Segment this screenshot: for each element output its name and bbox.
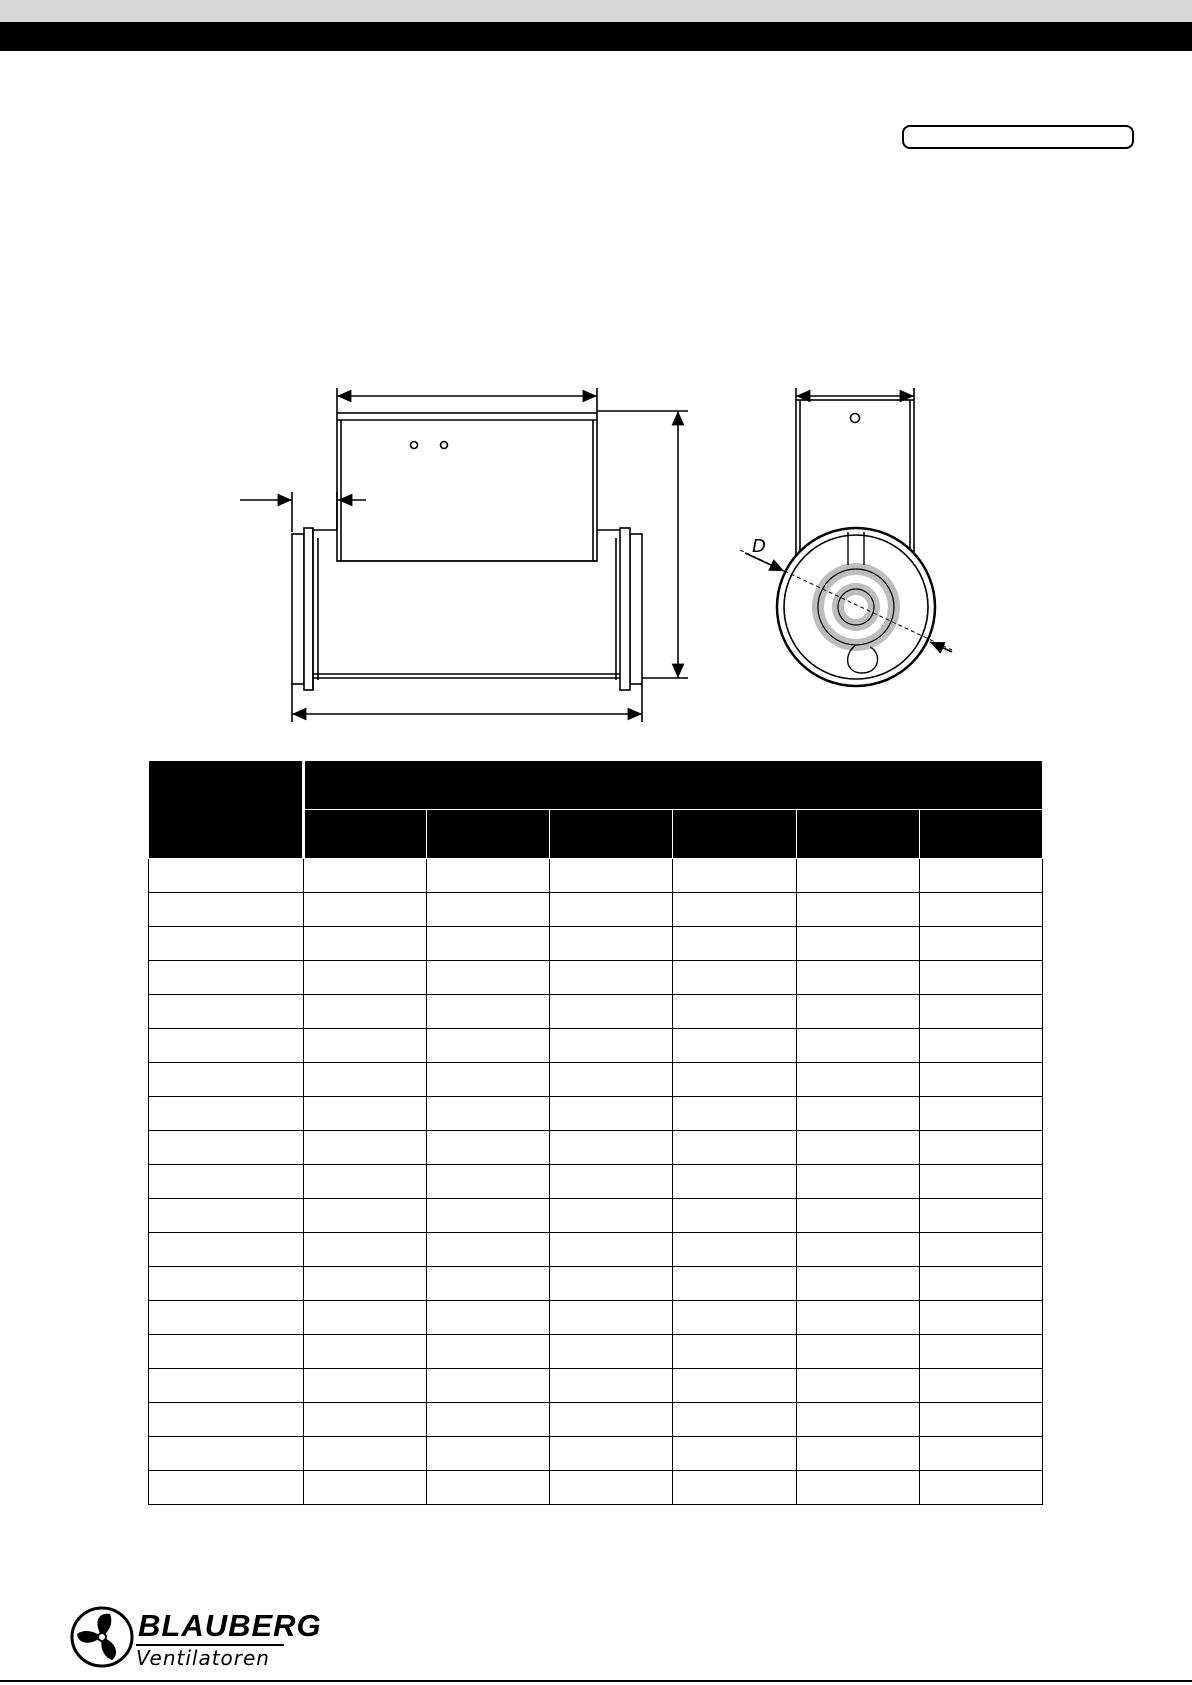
dimension-cell	[796, 1403, 919, 1437]
dimension-cell	[796, 961, 919, 995]
dimension-cell	[550, 1267, 673, 1301]
column-header	[673, 810, 796, 859]
dimension-cell	[673, 1471, 796, 1505]
side-view	[240, 388, 688, 722]
table-row	[149, 893, 1043, 927]
dimension-cell	[796, 1267, 919, 1301]
table-row	[149, 995, 1043, 1029]
dimension-cell	[304, 1199, 427, 1233]
dimension-cell	[919, 1335, 1042, 1369]
model-cell	[149, 1437, 304, 1471]
table-row	[149, 1267, 1043, 1301]
dimension-cell	[550, 1029, 673, 1063]
table-row	[149, 1131, 1043, 1165]
dimension-cell	[796, 927, 919, 961]
model-cell	[149, 1029, 304, 1063]
table-row	[149, 1199, 1043, 1233]
dimension-cell	[427, 1335, 550, 1369]
right-spigot	[630, 534, 642, 684]
dimension-cell	[919, 893, 1042, 927]
blauberg-logo	[70, 1606, 322, 1670]
dimension-cell	[304, 1403, 427, 1437]
dimension-cell	[427, 961, 550, 995]
dimension-cell	[673, 961, 796, 995]
dimension-cell	[796, 1165, 919, 1199]
dimension-cell	[304, 995, 427, 1029]
control-box	[337, 413, 597, 561]
dimension-cell	[304, 1029, 427, 1063]
front-view	[740, 388, 952, 686]
table-row	[149, 1369, 1043, 1403]
dimension-cell	[427, 1097, 550, 1131]
dimension-cell	[796, 1369, 919, 1403]
dimension-cell	[919, 1301, 1042, 1335]
table-row	[149, 1471, 1043, 1505]
dimension-cell	[919, 1403, 1042, 1437]
dimension-cell	[304, 1165, 427, 1199]
dimension-cell	[796, 859, 919, 893]
dimension-cell	[304, 1471, 427, 1505]
dimension-cell	[427, 1029, 550, 1063]
dimension-cell	[427, 859, 550, 893]
column-header	[796, 810, 919, 859]
dimension-cell	[673, 1369, 796, 1403]
table-row	[149, 1335, 1043, 1369]
left-spigot	[292, 534, 304, 684]
dimension-cell	[550, 1335, 673, 1369]
dimension-cell	[550, 859, 673, 893]
dimension-cell	[673, 927, 796, 961]
footer-rule	[0, 1680, 1192, 1682]
dimension-cell	[673, 1233, 796, 1267]
dimension-cell	[673, 1267, 796, 1301]
dimension-cell	[427, 1403, 550, 1437]
table-row	[149, 1437, 1043, 1471]
column-header	[550, 810, 673, 859]
dimension-cell	[550, 1199, 673, 1233]
column-header	[304, 810, 427, 859]
model-cell	[149, 1131, 304, 1165]
model-cell	[149, 1063, 304, 1097]
logo-subtitle: Ventilatoren	[136, 1646, 270, 1670]
dimension-cell	[919, 995, 1042, 1029]
dimension-cell	[550, 1301, 673, 1335]
dimension-cell	[550, 1097, 673, 1131]
dimension-cell	[796, 1301, 919, 1335]
dimension-cell	[796, 1029, 919, 1063]
model-cell	[149, 893, 304, 927]
model-cell	[149, 1369, 304, 1403]
table-row	[149, 1097, 1043, 1131]
dimension-cell	[796, 1131, 919, 1165]
technical-drawing	[0, 360, 1192, 735]
dimension-cell	[919, 1165, 1042, 1199]
dimension-cell	[796, 893, 919, 927]
dimension-cell	[673, 1029, 796, 1063]
model-cell	[149, 927, 304, 961]
model-cell	[149, 1335, 304, 1369]
dimension-cell	[550, 1369, 673, 1403]
diameter-label: D	[752, 536, 766, 557]
dimension-cell	[919, 859, 1042, 893]
dimension-cell	[550, 893, 673, 927]
dimension-cell	[304, 1335, 427, 1369]
model-cell	[149, 1471, 304, 1505]
table-row	[149, 1063, 1043, 1097]
dimension-cell	[427, 893, 550, 927]
model-cell	[149, 961, 304, 995]
dimension-cell	[550, 961, 673, 995]
dimension-cell	[796, 1335, 919, 1369]
dimension-cell	[304, 1437, 427, 1471]
table-row	[149, 859, 1043, 893]
logo-brand: BLAUBERG	[138, 1608, 322, 1643]
dimension-cell	[304, 1233, 427, 1267]
dimension-cell	[796, 1471, 919, 1505]
dimension-cell	[796, 1063, 919, 1097]
model-cell	[149, 1403, 304, 1437]
dimension-cell	[427, 1131, 550, 1165]
dimension-cell	[919, 1131, 1042, 1165]
dimension-cell	[796, 1097, 919, 1131]
dimension-cell	[919, 1097, 1042, 1131]
dimension-cell	[550, 927, 673, 961]
table-row	[149, 927, 1043, 961]
dimension-cell	[673, 1437, 796, 1471]
dimension-cell	[427, 1165, 550, 1199]
dimension-cell	[550, 1131, 673, 1165]
dimension-cell	[427, 1199, 550, 1233]
column-header	[427, 810, 550, 859]
dimension-cell	[673, 1165, 796, 1199]
dimension-cell	[427, 995, 550, 1029]
table-row	[149, 1233, 1043, 1267]
dimension-cell	[550, 1233, 673, 1267]
column-header	[919, 810, 1042, 859]
dimension-cell	[304, 961, 427, 995]
table-row	[149, 961, 1043, 995]
dimension-cell	[673, 1199, 796, 1233]
dimension-cell	[427, 1233, 550, 1267]
dimension-cell	[427, 1267, 550, 1301]
dimension-cell	[427, 1301, 550, 1335]
table-body	[149, 859, 1043, 1505]
dimension-cell	[919, 1369, 1042, 1403]
table-row	[149, 1029, 1043, 1063]
duct-outer-ring	[777, 528, 935, 686]
model-title-box	[902, 125, 1134, 149]
dimension-cell	[427, 1437, 550, 1471]
dimension-cell	[304, 1097, 427, 1131]
dimension-cell	[550, 995, 673, 1029]
dimension-cell	[919, 961, 1042, 995]
dimension-cell	[304, 1301, 427, 1335]
dimension-cell	[673, 1301, 796, 1335]
model-cell	[149, 1165, 304, 1199]
model-cell	[149, 859, 304, 893]
dimension-cell	[919, 1233, 1042, 1267]
header-band	[0, 22, 1192, 51]
specs-table	[148, 760, 1043, 1505]
table-row	[149, 1403, 1043, 1437]
dimension-cell	[304, 859, 427, 893]
dimension-cell	[673, 1131, 796, 1165]
dimension-cell	[796, 1437, 919, 1471]
dimension-cell	[919, 1471, 1042, 1505]
dimension-cell	[796, 995, 919, 1029]
dimension-cell	[919, 1199, 1042, 1233]
model-cell	[149, 1267, 304, 1301]
dimension-cell	[427, 1369, 550, 1403]
dimension-cell	[304, 1369, 427, 1403]
table-row	[149, 1165, 1043, 1199]
dimension-cell	[673, 1403, 796, 1437]
dimension-cell	[550, 1165, 673, 1199]
dimension-cell	[673, 995, 796, 1029]
top-gray-strip	[0, 0, 1192, 22]
dimension-cell	[673, 1097, 796, 1131]
dimension-cell	[919, 1029, 1042, 1063]
dimensions-group-header	[304, 761, 1043, 810]
dimension-cell	[550, 1437, 673, 1471]
dimension-cell	[919, 1267, 1042, 1301]
dimension-cell	[427, 1471, 550, 1505]
dimension-cell	[304, 1131, 427, 1165]
model-cell	[149, 1097, 304, 1131]
dimension-cell	[673, 859, 796, 893]
dimension-cell	[304, 927, 427, 961]
table-row	[149, 1301, 1043, 1335]
fan-logo-icon	[70, 1606, 134, 1668]
dimension-cell	[919, 927, 1042, 961]
dimension-cell	[673, 1335, 796, 1369]
model-cell	[149, 1199, 304, 1233]
dimension-cell	[919, 1063, 1042, 1097]
dimension-cell	[919, 1437, 1042, 1471]
model-column-header	[149, 761, 304, 859]
dimension-cell	[550, 1403, 673, 1437]
dimension-cell	[550, 1471, 673, 1505]
dimension-cell	[673, 1063, 796, 1097]
model-cell	[149, 1301, 304, 1335]
dimension-cell	[427, 927, 550, 961]
dimension-cell	[550, 1063, 673, 1097]
dimension-cell	[673, 893, 796, 927]
dimension-cell	[304, 893, 427, 927]
dimension-cell	[304, 1267, 427, 1301]
model-cell	[149, 1233, 304, 1267]
dimension-cell	[304, 1063, 427, 1097]
dimension-cell	[427, 1063, 550, 1097]
dimension-cell	[796, 1233, 919, 1267]
dimension-cell	[796, 1199, 919, 1233]
model-cell	[149, 995, 304, 1029]
